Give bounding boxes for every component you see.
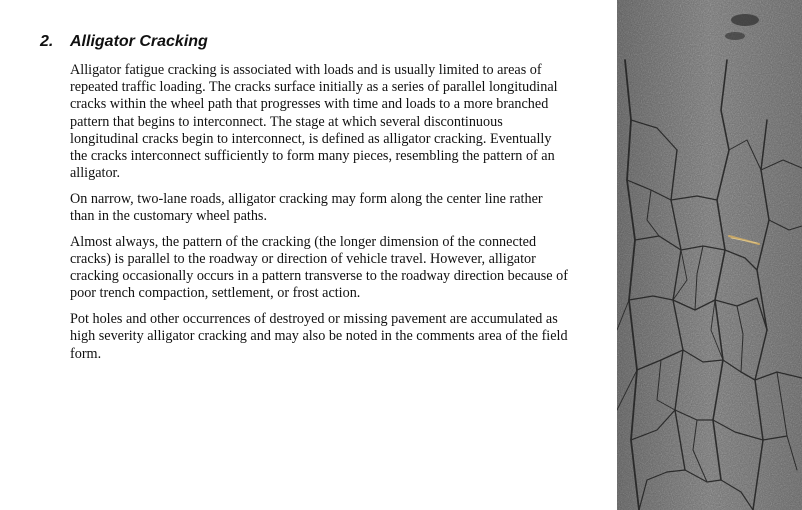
paragraph-orientation: Almost always, the pattern of the cracking (the longer dimension of the connected cracks) is parallel to the roadway or direction of vehicle travel. However, alligator cracking occasionally occurs in a pattern transverse to the roadway direction because of poor trench compaction, settlement, or frost action.: [70, 233, 568, 302]
paragraph-potholes: Pot holes and other occurrences of destroyed or missing pavement are accumulated as high severity alligator cracking and may also be noted in the comments area of the field form.: [70, 311, 568, 362]
section-title: Alligator Cracking: [70, 33, 208, 50]
section-heading: [40, 33, 208, 51]
section-number: 2.: [40, 33, 54, 50]
paragraph-center-line: On narrow, two-lane roads, alligator cracking may form along the center line rather than in the customary wheel paths.: [70, 190, 543, 225]
alligator-cracking-photo: [617, 0, 802, 510]
paragraph-definition: Alligator fatigue cracking is associated with loads and is usually limited to areas of repeated traffic loading. The cracks surface initially as a series of parallel longitudinal cracks within the wheel path that progresses with time and loads to a more branched pattern that begins to interconnect. The stage at which several discontinuous longitudinal cracks begin to interconnect, is defined as alligator cracking. Eventually the cracks interconnect sufficiently to form many pieces, resembling the pattern of an alligator.: [70, 62, 558, 182]
section-body: [70, 62, 570, 371]
